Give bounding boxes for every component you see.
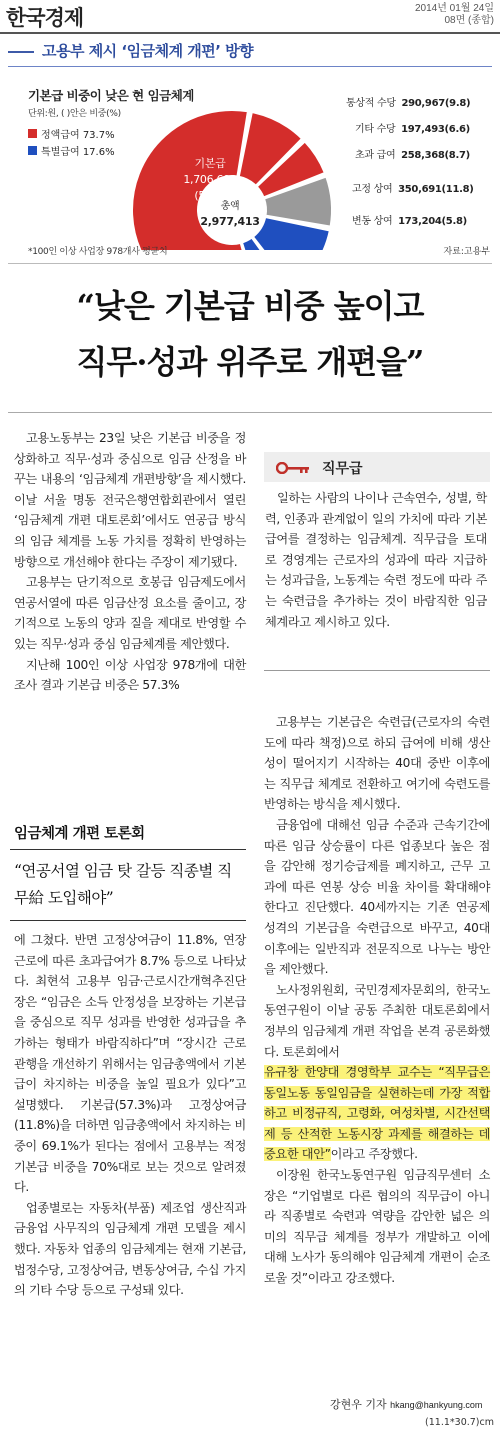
date-text: 2014년 01월 24일 [414, 3, 494, 14]
sub-quote-rule-bottom [10, 920, 246, 921]
paragraph: 업종별로는 자동차(부품) 제조업 생산직과 금융업 사무직의 임금체계 개편 모델을 제시했다. 자동차 업종의 임금체계는 현재 기본급, 법정수당, 고정상여금, 변동상여금, 수십 가지의 기타 수당 등으로 구성돼 있다. [14, 1200, 246, 1298]
main-headline [0, 278, 500, 390]
reporter-email: hkang@hankyung.com [390, 1400, 483, 1410]
slice-label-overtime [355, 146, 470, 161]
glossary-body [265, 488, 487, 632]
section-headline: 고용부 제시 ‘임금체계 개편’ 방향 [42, 42, 254, 60]
section-headline-bar [8, 40, 492, 62]
paragraph: 지난해 100인 이상 사업장 978개에 대한 조사 결과 기본급 비중은 57.3% [14, 657, 246, 693]
reporter-name: 강현우 기자 [330, 1398, 387, 1411]
slice-label-regular-allowance [346, 94, 470, 109]
newspaper-logo: 한국경제 [6, 5, 84, 30]
headline-rule [8, 412, 492, 413]
key-icon [276, 462, 310, 474]
slice-label-other-allowance [355, 120, 470, 135]
byline [330, 1396, 482, 1412]
paragraph: 고용부는 단기적으로 호봉급 임금제도에서 연공서열에 따른 임금산정 요소를 줄이고, 장기적으로 노동의 양과 질을 제대로 반영할 수 있는 직무·성과 중심 임금체계를 제안했다. [14, 575, 246, 651]
paragraph: 고용부는 기본급은 숙련급(근로자의 숙련도에 따라 책정)으로 하되 급여에 비해 생산성이 떨어지기 시작하는 40대 중반 이후에는 직무급 체계로 전환하고 여기에 숙련도를 반영하는 방식을 제시했다. [264, 715, 490, 812]
slice-label-variable-bonus [352, 212, 467, 227]
issue-date [415, 3, 494, 27]
slice-name: 고정 상여 [352, 184, 393, 195]
legend-label: 정액급여 73.7% [41, 130, 115, 141]
article-left-top [14, 428, 246, 696]
paragraph: 에 그쳤다. 반면 고정상여금이 11.8%, 연장근로에 따른 초과급여가 8.7% 등으로 나타났다. 최현석 고용부 임금·근로시간개혁추진단장은 “임금은 소득 안정성을 보장하는 기본급을 중심으로 직무 성과를 반영한 성과급을 추가하는 형태가 바람직하다”며 “장시간 근로 관행을 개선하기 위해서는 임금총액에서 기본급이 차지하는 비중을 높일 필요가 있다”고 설명했다. 기본급(57.3%)과 고정상여금(11.8%)을 더하면 임금총액에서 차지하는 비중이 69.1%가 된다는 점에서 고용부는 적정 기본급 비중을 70%대로 보는 것으로 알려졌다. [14, 933, 246, 1195]
slice-value: 197,493(6.6) [401, 124, 470, 135]
page-number: 08면 (종합) [444, 15, 494, 26]
headline-line1: “낮은 기본급 비중 높이고 [76, 287, 424, 325]
section-rule [8, 66, 492, 67]
slice-name: 기타 수당 [355, 124, 396, 135]
slice-value: 258,368(8.7) [401, 150, 470, 161]
slice-value: 350,691(11.8) [398, 184, 474, 195]
highlighted-quote: 유규창 한양대 경영학부 교수는 “직무급은 동일노동 동일임금을 실현하는데 가장 적합하고 비정규직, 고령화, 여성차별, 시간선택제 등 산적한 노동시장 과제를 해결하는 데 중요한 대안” [264, 1065, 490, 1162]
article-right [264, 712, 490, 1289]
total-value: 2,977,413 [200, 215, 260, 228]
highlighted-paragraph [264, 1062, 490, 1165]
slice-name: 통상적 수당 [346, 98, 396, 109]
sub-quote-rule-top [10, 849, 246, 850]
paragraph: 고용노동부는 23일 낮은 기본급 비중을 정상화하고 직무·성과 중심으로 임금 산정을 바꾸는 내용의 ‘임금체계 개편방향’을 제시했다. 이날 서울 명동 전국은행연합회관에서 열린 ‘임금체계 개편 대토론회’에서도 연공급 방식의 임금 체계를 노동 가치를 정확히 반영하는 방향으로 개선해야 한다는 주장이 제기됐다. [14, 431, 246, 569]
glossary-rule [264, 670, 490, 671]
glossary-text: 일하는 사람의 나이나 근속연수, 성별, 학력, 인종과 관계없이 일의 가치에 따라 기본 급여를 결정하는 임금체계. 직무급을 토대로 경영계는 근로자의 성과에 따라 지급하는 성과급을, 노동계는 숙련 정도에 따라 주는 숙련급을 추가하는 것이 바람직한 임금체계라고 제시하고 있다. [265, 491, 487, 629]
article-left-bottom [14, 930, 246, 1301]
masthead-rule [0, 32, 500, 34]
paragraph: 노사정위원회, 국민경제자문회의, 한국노동연구원이 이날 공동 주최한 대토론회에서 정부의 임금체계 개편 작업을 본격 공론화했다. 토론회에서 [264, 982, 490, 1059]
slice-value: 290,967(9.8) [401, 98, 471, 109]
slice-label-basic [170, 156, 250, 204]
total-title: 총액 [220, 201, 240, 212]
chart-title: 기본급 비중이 낮은 현 임금체계 [28, 88, 194, 103]
chart-source: 자료:고용부 [443, 247, 490, 257]
highlight-tail: 이라고 주장했다. [330, 1147, 418, 1162]
legend-label: 특별급여 17.6% [41, 147, 115, 158]
sub-quote: “연공서열 임금 탓 갈등 직종별 직무給 도입해야” [14, 862, 232, 907]
slice-name: 변동 상여 [352, 216, 393, 227]
slice-value: 173,204(5.8) [398, 216, 467, 227]
chart-unit: 단위:원, ( )안은 비중(%) [28, 109, 121, 119]
slice-name: 초과 급여 [355, 150, 396, 161]
glossary-header [264, 452, 490, 482]
basic-pay-label: 기본급 [194, 157, 226, 170]
slice-label-fixed-bonus [352, 180, 474, 195]
total-label [200, 199, 260, 229]
paragraph: 금융업에 대해선 임금 수준과 근속기간에 따른 임금 상승률이 다른 업종보다 높은 점을 감안해 정기승급제를 폐지하고, 근무 고과에 따른 연봉 상승 비율 차이를 확대해야 한다고 진단했다. 40세까지는 기존 연공제 성격의 기본급을 숙련급으로 바꾸고, 40대 이후에는 일반직과 전문직으로 나누는 방안을 제안했다. [264, 817, 490, 977]
headline-dash [8, 51, 34, 53]
sub-heading: 임금체계 개편 토론회 [14, 826, 145, 842]
basic-pay-value: 1,706,690 [183, 173, 237, 186]
size-footnote: (11.1*30.7)cm [425, 1417, 494, 1428]
chart-rule [8, 263, 492, 264]
paragraph: 이장원 한국노동연구원 임금직무센터 소장은 “기업별로 다른 협의의 직무급이 아니라 직종별로 숙련과 역량을 감안한 넓은 의미의 직무급 체계를 정부가 개발하고 이에 대해 노사가 동의해야 임금체계 개편이 순조로울 것”이라고 강조했다. [264, 1168, 490, 1286]
headline-line2: 직무·성과 위주로 개편을” [76, 343, 424, 381]
glossary-title: 직무급 [322, 461, 363, 477]
chart-note: *100인 이상 사업장 978개사 평균치 [28, 247, 168, 257]
basic-pay-pct: (57.3) [194, 189, 226, 202]
